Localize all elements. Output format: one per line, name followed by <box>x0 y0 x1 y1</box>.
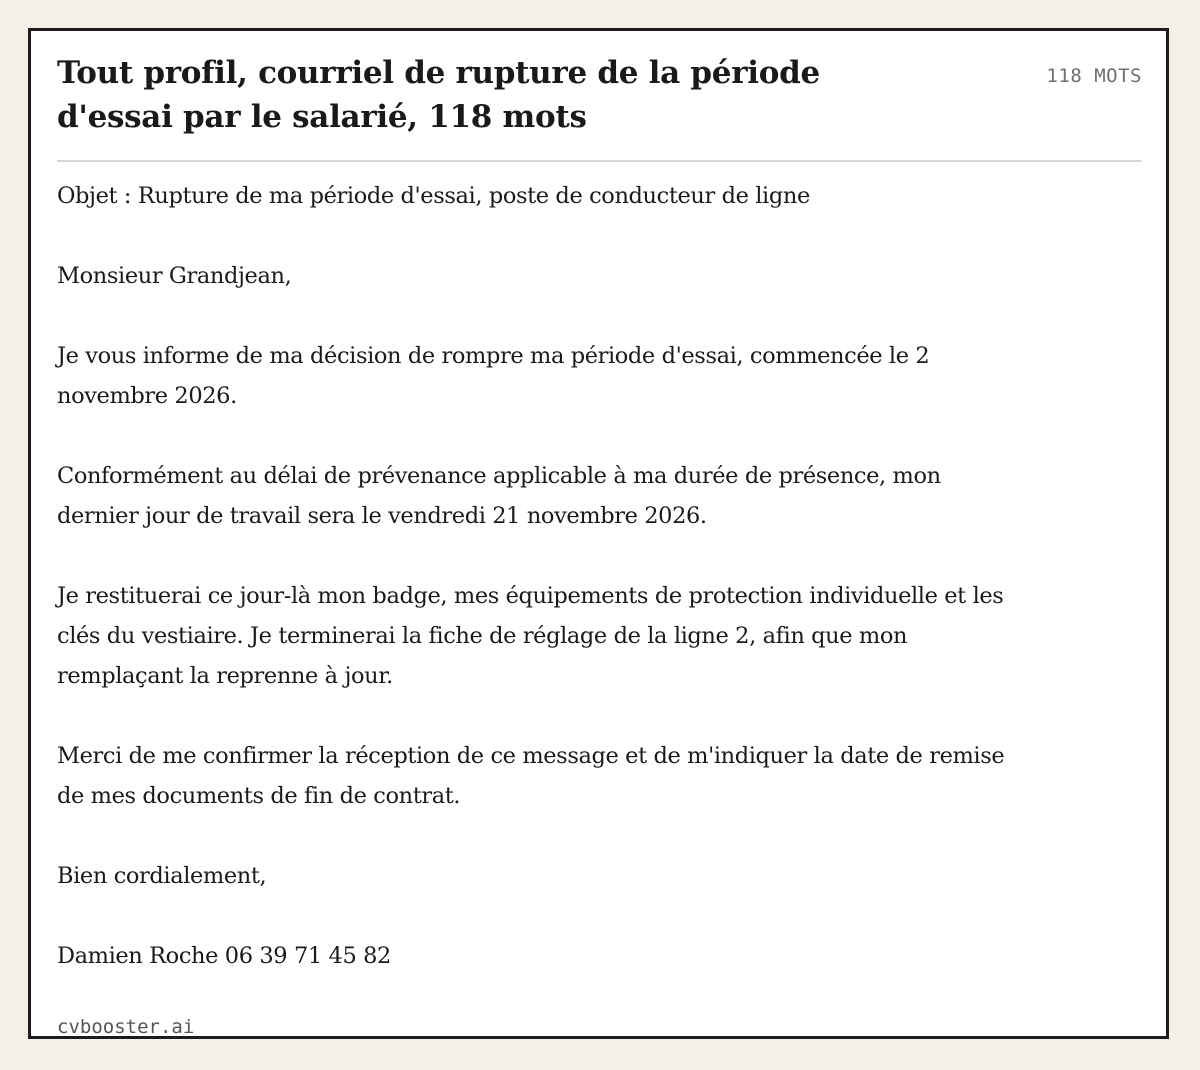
letter-subject: Objet : Rupture de ma période d'essai, poste de conducteur de ligne <box>57 183 810 209</box>
letter-paragraph-3: Je restituerai ce jour-là mon badge, mes équipements de protection individuelle et les clés du vestiaire. Je terminerai la fiche de réglage de la ligne 2, afin que mon remplaçant la reprenne à jour. <box>57 583 1004 689</box>
letter-card <box>28 28 1169 1039</box>
letter-signature: Damien Roche 06 39 71 45 82 <box>57 943 391 969</box>
letter-salutation: Monsieur Grandjean, <box>57 263 292 289</box>
letter-paragraph-4: Merci de me confirmer la réception de ce message et de m'indiquer la date de remise de mes documents de fin de contrat. <box>57 743 1005 809</box>
letter-paragraph-1: Je vous informe de ma décision de rompre ma période d'essai, commencée le 2 novembre 2026. <box>57 343 930 409</box>
footer-brand: cvbooster.ai <box>57 1016 195 1038</box>
word-count-badge: 118 MOTS <box>1046 65 1142 87</box>
page-title: Tout profil, courriel de rupture de la période d'essai par le salarié, 118 mots <box>57 55 820 135</box>
letter-paragraph-2: Conformément au délai de prévenance applicable à ma durée de présence, mon dernier jour de travail sera le vendredi 21 novembre 2026. <box>57 463 941 529</box>
letter-body <box>57 176 1017 976</box>
letter-closing: Bien cordialement, <box>57 863 267 889</box>
divider <box>57 160 1142 162</box>
